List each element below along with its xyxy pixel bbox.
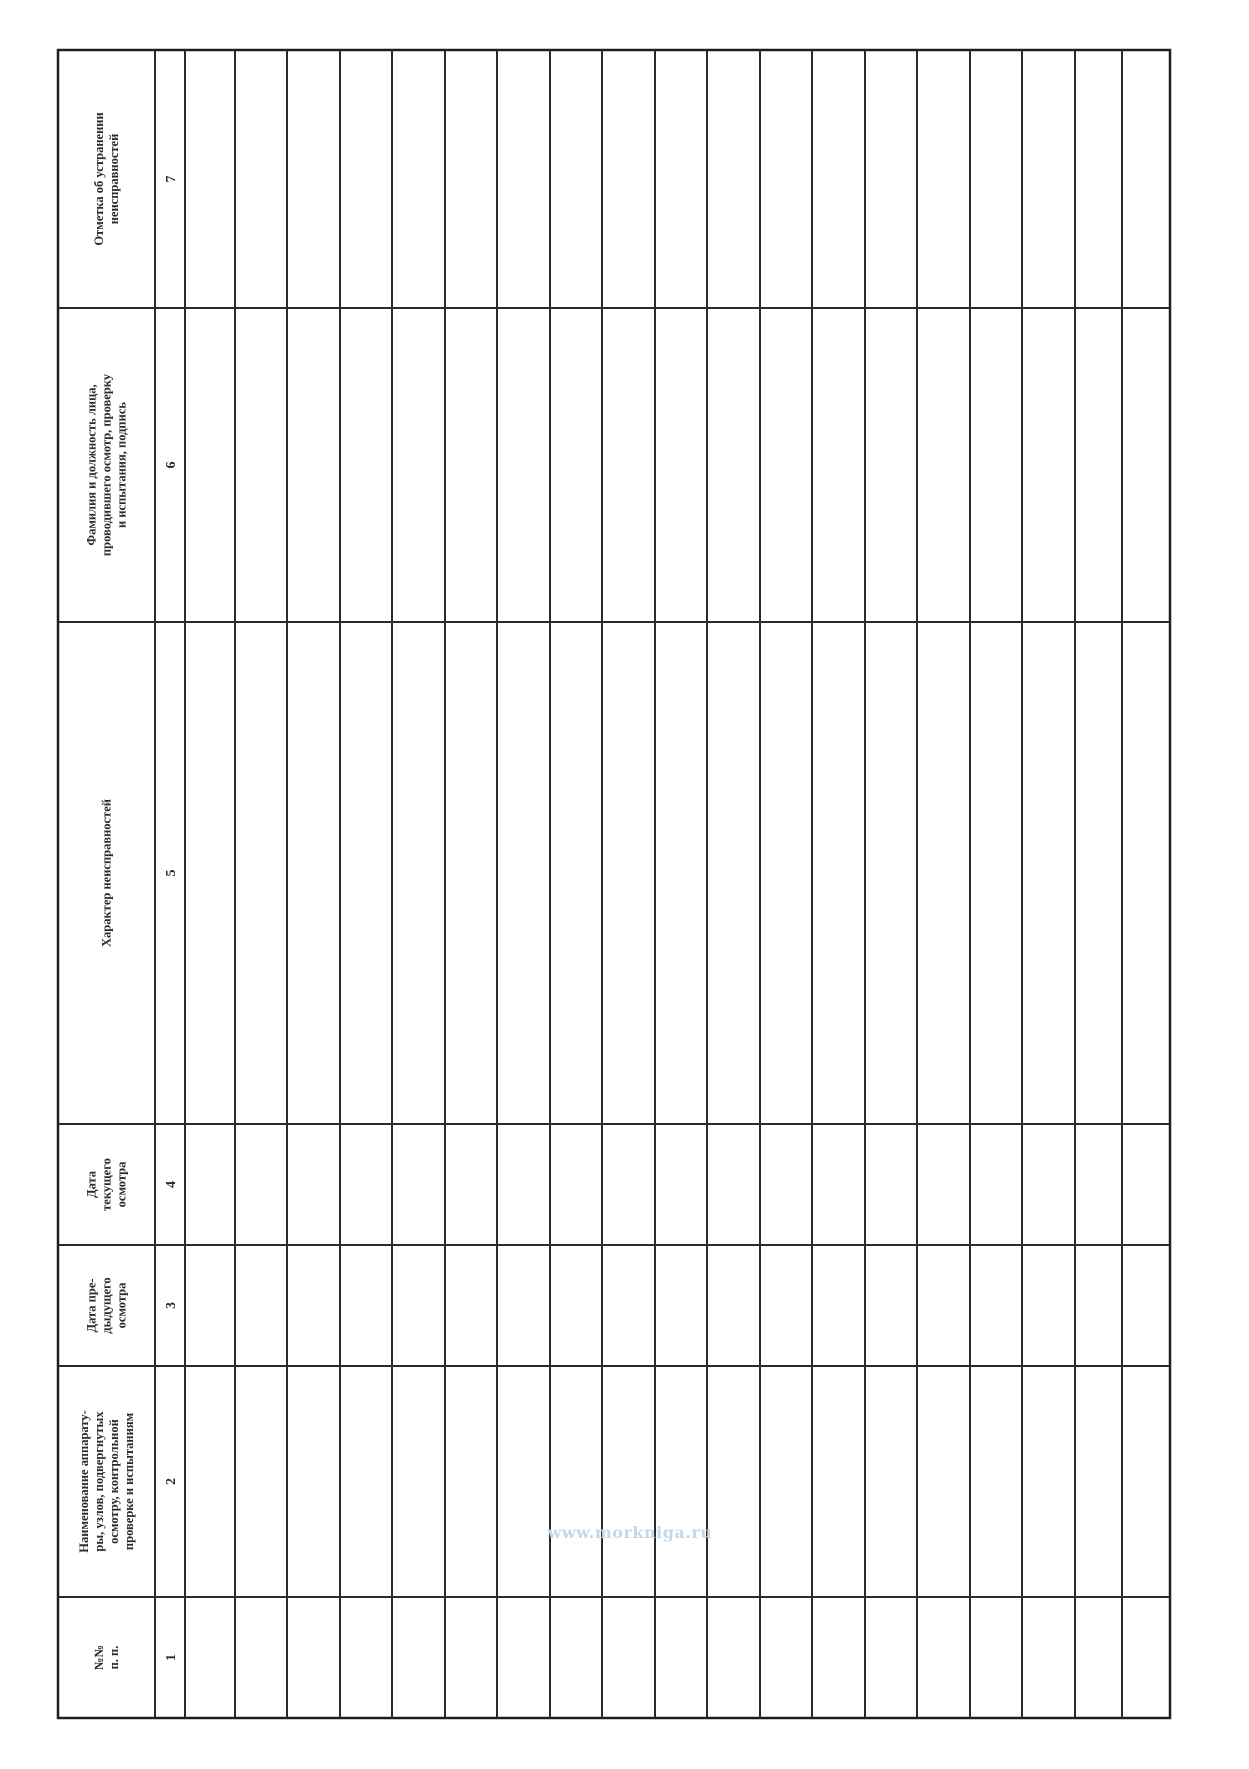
header-text: Дата пре- bbox=[84, 1278, 99, 1333]
header-col1 bbox=[92, 1645, 121, 1670]
header-text: дыдущего bbox=[99, 1277, 114, 1334]
header-text: проверке и испытаниям bbox=[122, 1412, 136, 1551]
table-frame bbox=[58, 50, 1170, 1718]
header-text: ры, узлов, подвергнутых bbox=[92, 1411, 106, 1552]
header-text: осмотру, контрольной bbox=[107, 1419, 121, 1544]
header-text: Отметка об устранении bbox=[92, 112, 106, 246]
header-text: осмотра bbox=[114, 1161, 129, 1208]
header-text: Дата bbox=[84, 1170, 99, 1199]
header-text: осмотра bbox=[114, 1282, 129, 1329]
column-number: 7 bbox=[164, 175, 179, 183]
column-number: 1 bbox=[164, 1654, 179, 1661]
header-col5 bbox=[100, 799, 114, 947]
column-number: 4 bbox=[164, 1181, 179, 1188]
header-text: п. п. bbox=[107, 1645, 121, 1670]
header-text: Фамилия и должность лица, bbox=[84, 384, 99, 546]
header-col2 bbox=[77, 1410, 136, 1552]
column-number: 3 bbox=[164, 1302, 179, 1309]
header-text: №№ bbox=[92, 1644, 106, 1671]
header-text: Характер неисправностей bbox=[99, 799, 114, 947]
column-number: 2 bbox=[164, 1478, 179, 1485]
column-number: 6 bbox=[164, 461, 179, 469]
header-text: неисправностей bbox=[107, 133, 121, 225]
watermark: www.morkniga.ru bbox=[547, 1523, 713, 1542]
header-text: и испытания, подпись bbox=[114, 402, 129, 528]
header-text: проводившего осмотр, проверку bbox=[99, 373, 114, 557]
column-number: 5 bbox=[164, 869, 179, 877]
header-col3 bbox=[85, 1277, 129, 1333]
header-text: Наименование аппарату- bbox=[77, 1410, 91, 1553]
header-text: текущего bbox=[99, 1158, 114, 1211]
